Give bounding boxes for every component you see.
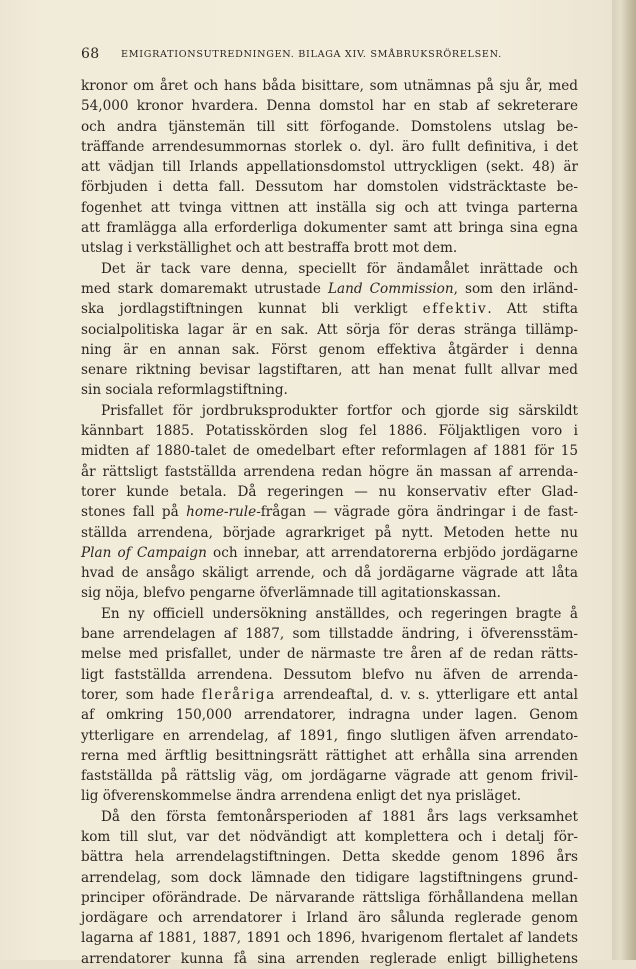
text-line: kom till slut, var det nödvändigt att komplettera och i detalj för- <box>81 828 578 845</box>
text-line <box>81 502 578 522</box>
text-line: ytterligare en arrendelag, af 1891, fingo slutligen äfven arrendato- <box>81 727 578 744</box>
body-text <box>81 76 578 969</box>
page-header <box>81 46 577 64</box>
italic-phrase: home-rule <box>186 504 257 521</box>
text-line: jordägare och arrendatorer i Irland äro sålunda reglerade genom <box>81 910 578 927</box>
text-line: fastställda på rättslig väg, om jordägarne vägrade att genom frivil- <box>81 768 578 785</box>
spaced-emphasis: effektiv <box>422 301 488 318</box>
text-segment: , som den irländ- <box>453 280 578 297</box>
text-segment: med stark domaremakt utrustade <box>81 280 329 297</box>
text-line: En ny officiell undersökning anställdes, och regeringen bragte å <box>101 605 578 622</box>
running-title: EMIGRATIONSUTREDNINGEN. BILAGA XIV. SMÅBRUKSRÖRELSEN. <box>121 49 502 60</box>
text-line <box>81 685 578 705</box>
text-line: och andra tjänstemän till sitt förfogande. Domstolens utslag be- <box>81 118 578 135</box>
text-line: förbjuden i detta fall. Dessutom har domstolen vidsträcktaste be- <box>81 179 578 196</box>
text-line <box>81 299 578 319</box>
text-line: Det är tack vare denna, speciellt för ändamålet inrättade och <box>101 260 578 277</box>
text-line <box>81 543 578 563</box>
text-line: sig nöja, blefvo pengarne öfverlämnade till agitationskassan. <box>81 585 501 602</box>
spaced-emphasis: fleråriga <box>201 686 276 703</box>
italic-phrase: Land Commission <box>328 280 454 297</box>
text-line: sin sociala reformlagstiftning. <box>81 382 288 399</box>
text-line: Då den första femtonårsperioden af 1881 års lags verksamhet <box>101 808 578 825</box>
text-line: rerna med ärftlig besittningsrätt rättighet att erhålla sina arrenden <box>81 747 578 764</box>
text-line: år rättsligt fastställda arrendena redan högre än massan af arrenda- <box>81 463 578 480</box>
text-line: träffande arrendesummornas storlek o. dyl. äro fullt definitiva, i det <box>81 138 578 155</box>
text-segment: -frågan — vägrade göra ändringar i de fast- <box>256 504 579 521</box>
text-line: att framlägga alla erforderliga dokumenter samt att bringa sina egna <box>81 220 578 237</box>
text-line: lig öfverenskommelse ändra arrendena enligt det nya prisläget. <box>81 788 522 805</box>
text-segment: torer, som hade <box>81 686 202 703</box>
text-line: fogenhet att tvinga vittnen att inställa sig och att tvinga parterna <box>81 199 578 216</box>
text-segment: och innebar, att arrendatorerna erbjödo jordägarne <box>206 544 579 561</box>
text-line: ställda arrendena, började agrarkriget på nytt. Metoden hette nu <box>81 524 578 541</box>
text-line: hvad de ansågo skäligt arrende, och då jordägarne vägrade att låta <box>81 565 578 582</box>
text-line: arrendatorer kunna få sina arrenden reglerade enligt billighetens <box>81 950 578 967</box>
text-line: torer kunde betala. Då regeringen — nu konservativ efter Glad- <box>81 483 578 500</box>
text-line: principer oförändrade. De närvarande rättsliga förhållandena mellan <box>81 889 578 906</box>
text-line: bane arrendelagen af 1887, som tillstadde ändring, i öfverensstäm- <box>81 626 578 643</box>
text-segment: arrendeaftal, d. v. s. ytterligare ett antal <box>275 686 578 703</box>
text-line: socialpolitiska lagar är en sak. Att sörja för deras stränga tillämp- <box>81 321 578 338</box>
text-line: ning är en annan sak. Först genom effektiva åtgärder i denna <box>81 341 578 358</box>
text-line: arrendelag, som dock lämnade den tidigare lagstiftningens grund- <box>81 869 578 886</box>
text-segment: . Att stifta <box>487 301 578 318</box>
text-line: kronor om året och hans båda bisittare, som utnämnas på sju år, med <box>81 78 578 94</box>
text-line: senare riktning bevisar lagstiftaren, att han menat fullt allvar med <box>81 362 578 379</box>
text-line: 54,000 kronor hvardera. Denna domstol har en stab af sekreterare <box>81 98 578 115</box>
italic-phrase: Plan of Campaign <box>81 544 207 561</box>
text-line: Prisfallet för jordbruksprodukter fortfor och gjorde sig särskildt <box>101 402 578 419</box>
text-line: af omkring 150,000 arrendatorer, indragna under lagen. Genom <box>81 707 578 724</box>
text-line: utslag i verkställighet och att bestraffa brott mot dem. <box>81 240 458 257</box>
text-line: melse med prisfallet, under de närmaste tre åren af de redan rätts- <box>81 646 578 663</box>
text-line <box>81 279 578 299</box>
text-line: att vädjan till Irlands appellationsdomstol uttryckligen (sekt. 48) är <box>81 159 578 176</box>
page-edge <box>612 0 636 960</box>
text-segment: ska jordlagstiftningen kunnat bli verkligt <box>81 301 423 318</box>
text-segment: stones fall på <box>81 504 187 521</box>
page-number: 68 <box>81 46 100 62</box>
text-line: bättra hela arrendelagstiftningen. Detta skedde genom 1896 års <box>81 849 578 866</box>
text-line: kännbart 1885. Potatisskörden slog fel 1886. Följaktligen voro i <box>81 423 578 440</box>
text-line: midten af 1880-talet de omedelbart efter reformlagen af 1881 för 15 <box>81 443 578 460</box>
text-line: ligt fastställda arrendena. Dessutom blefvo nu äfven de arrenda- <box>81 666 578 683</box>
text-line: lagarna af 1881, 1887, 1891 och 1896, hvarigenom flertalet af landets <box>81 930 578 947</box>
